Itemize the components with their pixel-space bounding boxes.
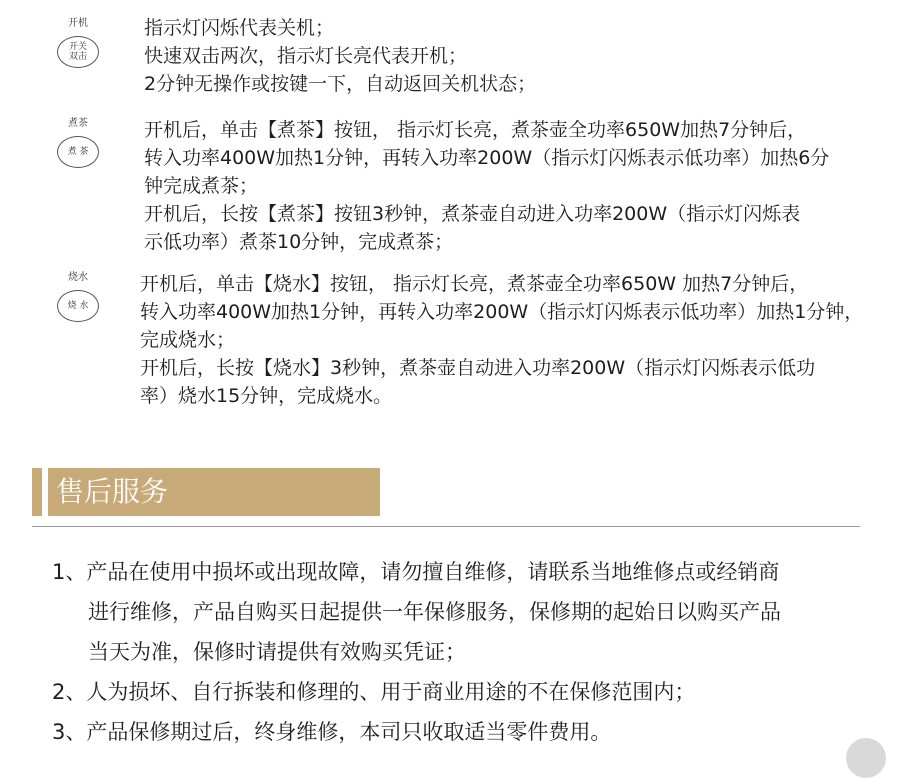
- tea-icon-group: [48, 118, 108, 168]
- power-button-label-2: 双击: [68, 52, 87, 62]
- water-line: 转入功率400W加热1分钟，再转入功率200W（指示灯闪烁表示低功率）加热1分钟，: [140, 301, 864, 323]
- power-button-icon: [57, 36, 99, 68]
- divider: [32, 526, 860, 527]
- water-line: 开机后，长按【烧水】3秒钟，煮茶壶自动进入功率200W（指示灯闪烁表示低功: [140, 357, 816, 379]
- service-header: [32, 468, 380, 516]
- water-button-icon: 烧 水: [57, 290, 99, 322]
- power-line: 2分钟无操作或按键一下，自动返回关机状态；: [144, 73, 537, 95]
- service-item: 3、产品保修期过后，终身维修，本司只收取适当零件费用。: [52, 720, 612, 744]
- tea-description: [144, 116, 829, 256]
- tea-button-icon: 煮 茶: [57, 136, 99, 168]
- power-icon-group: [48, 18, 108, 68]
- water-icon-group: [48, 272, 108, 322]
- power-line: 快速双击两次，指示灯长亮代表开机；: [144, 45, 468, 67]
- water-icon-title: 烧水: [68, 272, 88, 283]
- service-item: 2、人为损坏、自行拆装和修理的、用于商业用途的不在保修范围内；: [52, 680, 696, 704]
- tea-line: 开机后，长按【煮茶】按钮3秒钟，煮茶壶自动进入功率200W（指示灯闪烁表: [144, 203, 801, 225]
- water-line: 完成烧水；: [140, 329, 236, 351]
- header-accent-bar: [32, 468, 42, 516]
- tea-line: 示低功率）煮茶10分钟，完成煮茶；: [144, 231, 454, 253]
- water-line: 开机后，单击【烧水】按钮， 指示灯长亮，煮茶壶全功率650W 加热7分钟后，: [140, 273, 809, 295]
- service-title: 售后服务: [56, 475, 169, 508]
- service-item: 当天为准，保修时请提供有效购买凭证；: [88, 640, 466, 664]
- tea-line: 钟完成煮茶；: [144, 175, 259, 197]
- service-list: [52, 552, 781, 752]
- water-line: 率）烧水15分钟，完成烧水。: [140, 385, 393, 407]
- water-description: [140, 270, 863, 410]
- power-line: 指示灯闪烁代表关机；: [144, 17, 335, 39]
- power-button-label-1: 开关: [68, 42, 87, 52]
- tea-line: 转入功率400W加热1分钟，再转入功率200W（指示灯闪烁表示低功率）加热6分: [144, 147, 830, 169]
- tea-icon-title: 煮茶: [68, 118, 88, 129]
- power-description: [144, 14, 536, 98]
- power-icon-title: 开机: [68, 18, 88, 29]
- scroll-to-top-button[interactable]: [846, 738, 886, 778]
- tea-line: 开机后，单击【煮茶】按钮， 指示灯长亮，煮茶壶全功率650W加热7分钟后，: [144, 119, 807, 141]
- service-item: 1、产品在使用中损坏或出现故障，请勿擅自维修，请联系当地维修点或经销商: [52, 560, 780, 584]
- service-item: 进行维修，产品自购买日起提供一年保修服务，保修期的起始日以购买产品: [88, 600, 781, 624]
